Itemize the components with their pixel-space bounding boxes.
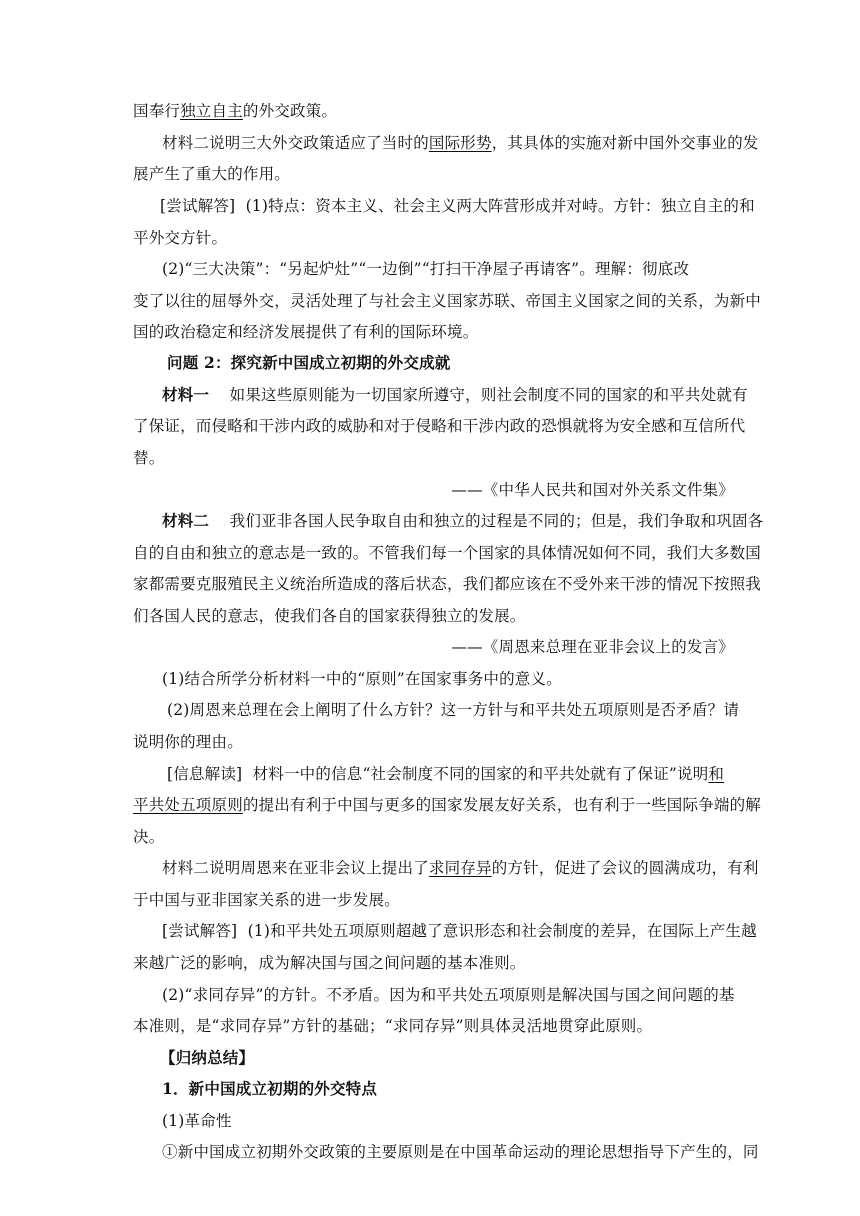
text-span: 的外交政策。	[242, 102, 338, 120]
text-line: 国的政治稳定和经济发展提供了有利的国际环境。	[133, 323, 479, 341]
text-line: 了保证，而侵略和干涉内政的威胁和对于侵略和干涉内政的恐惧就将为安全感和互信所代	[133, 417, 746, 435]
text-line: 自的自由和独立的意志是一致的。不管我们每一个国家的具体情况如何不同，我们大多数国	[133, 544, 762, 562]
text-line: (1)结合所学分析材料一中的“原则”在国家事务中的意义。	[162, 670, 562, 688]
text-line: 们各国人民的意志，使我们各自的国家获得独立的发展。	[133, 607, 526, 625]
text-line	[162, 858, 759, 878]
summary-heading: 【归纳总结】	[160, 1048, 255, 1067]
text-line: (1)革命性	[162, 1112, 232, 1130]
text-line: 替。	[133, 449, 165, 467]
text-span: 材料二说明三大外交政策适应了当时的	[162, 134, 429, 152]
text-line	[133, 101, 337, 121]
text-line: 展产生了重大的作用。	[133, 165, 291, 183]
section-label: [尝试解答]	[162, 922, 238, 940]
text-span: 如果这些原则能为一切国家所遵守，则社会制度不同的国家的和平共处就有	[229, 386, 748, 404]
section-label: [尝试解答]	[160, 197, 236, 215]
text-span: ，其具体的实施对新中国外交事业的发	[491, 134, 759, 152]
text-span: 的提出有利于中国与更多的国家发展友好关系，也有利于一些国际争端的解	[242, 796, 762, 814]
text-line	[162, 511, 763, 531]
underlined-term: 平共处五项原则	[133, 796, 243, 814]
text-line	[133, 795, 761, 815]
text-line	[162, 921, 757, 941]
text-line: 来越广泛的影响，成为解决国与国之间问题的基本准则。	[133, 954, 526, 972]
text-span: 的方针，促进了会议的圆满成功，有利	[491, 859, 759, 877]
underlined-term: 国际形势	[428, 134, 492, 152]
text-line: ①新中国成立初期外交政策的主要原则是在中国革命运动的理论思想指导下产生的，同	[162, 1143, 759, 1161]
text-line	[167, 764, 724, 784]
text-span: 国奉行	[133, 102, 181, 120]
text-line: 变了以往的屈辱外交，灵活处理了与社会主义国家苏联、帝国主义国家之间的关系，为新中	[133, 292, 762, 310]
text-line: (2)“求同存异”的方针。不矛盾。因为和平共处五项原则是解决国与国之间问题的基	[162, 986, 735, 1004]
underlined-term: 独立自主	[180, 102, 243, 120]
text-line: 说明你的理由。	[133, 733, 243, 751]
text-line	[162, 133, 759, 153]
text-span: 我们亚非各国人民争取自由和独立的过程是不同的；但是，我们争取和巩固各	[229, 512, 764, 530]
text-span: (1)和平共处五项原则超越了意识形态和社会制度的差异，在国际上产生越	[247, 922, 757, 940]
underlined-term: 和	[708, 765, 725, 783]
text-line	[162, 385, 748, 405]
subheading: 1．新中国成立初期的外交特点	[162, 1079, 378, 1098]
text-span: 材料一中的信息“社会制度不同的国家的和平共处就有了保证”说明	[252, 765, 709, 783]
text-line: 于中国与亚非国家关系的进一步发展。	[133, 891, 400, 909]
text-line: (2)周恩来总理在会上阐明了什么方针？这一方针与和平共处五项原则是否矛盾？请	[167, 701, 740, 719]
text-line: 平外交方针。	[133, 229, 228, 247]
text-line: 家都需要克服殖民主义统治所造成的落后状态，我们都应该在不受外来干涉的情况下按照我	[133, 575, 762, 593]
text-span: (1)特点：资本主义、社会主义两大阵营形成并对峙。方针：独立自主的和	[245, 197, 755, 215]
text-line: (2)“三大决策”：“另起炉灶”“一边倒”“打扫干净屋子再请客”。理解：彻底改	[162, 260, 690, 278]
underlined-term: 求同存异	[428, 859, 492, 877]
material-label: 材料一	[162, 385, 210, 404]
text-line: 决。	[133, 828, 165, 846]
text-span: 材料二说明周恩来在亚非会议上提出了	[162, 859, 429, 877]
material-label: 材料二	[162, 511, 210, 530]
citation: ——《周恩来总理在亚非会议上的发言》	[451, 638, 734, 656]
text-line	[160, 196, 755, 216]
section-label: [信息解读]	[167, 765, 243, 783]
text-line: 本准则，是“求同存异”方针的基础；“求同存异”则具体灵活地贯穿此原则。	[133, 1017, 653, 1035]
citation: ——《中华人民共和国对外关系文件集》	[451, 481, 734, 499]
question-heading: 问题 2：探究新中国成立初期的外交成就	[167, 353, 451, 372]
